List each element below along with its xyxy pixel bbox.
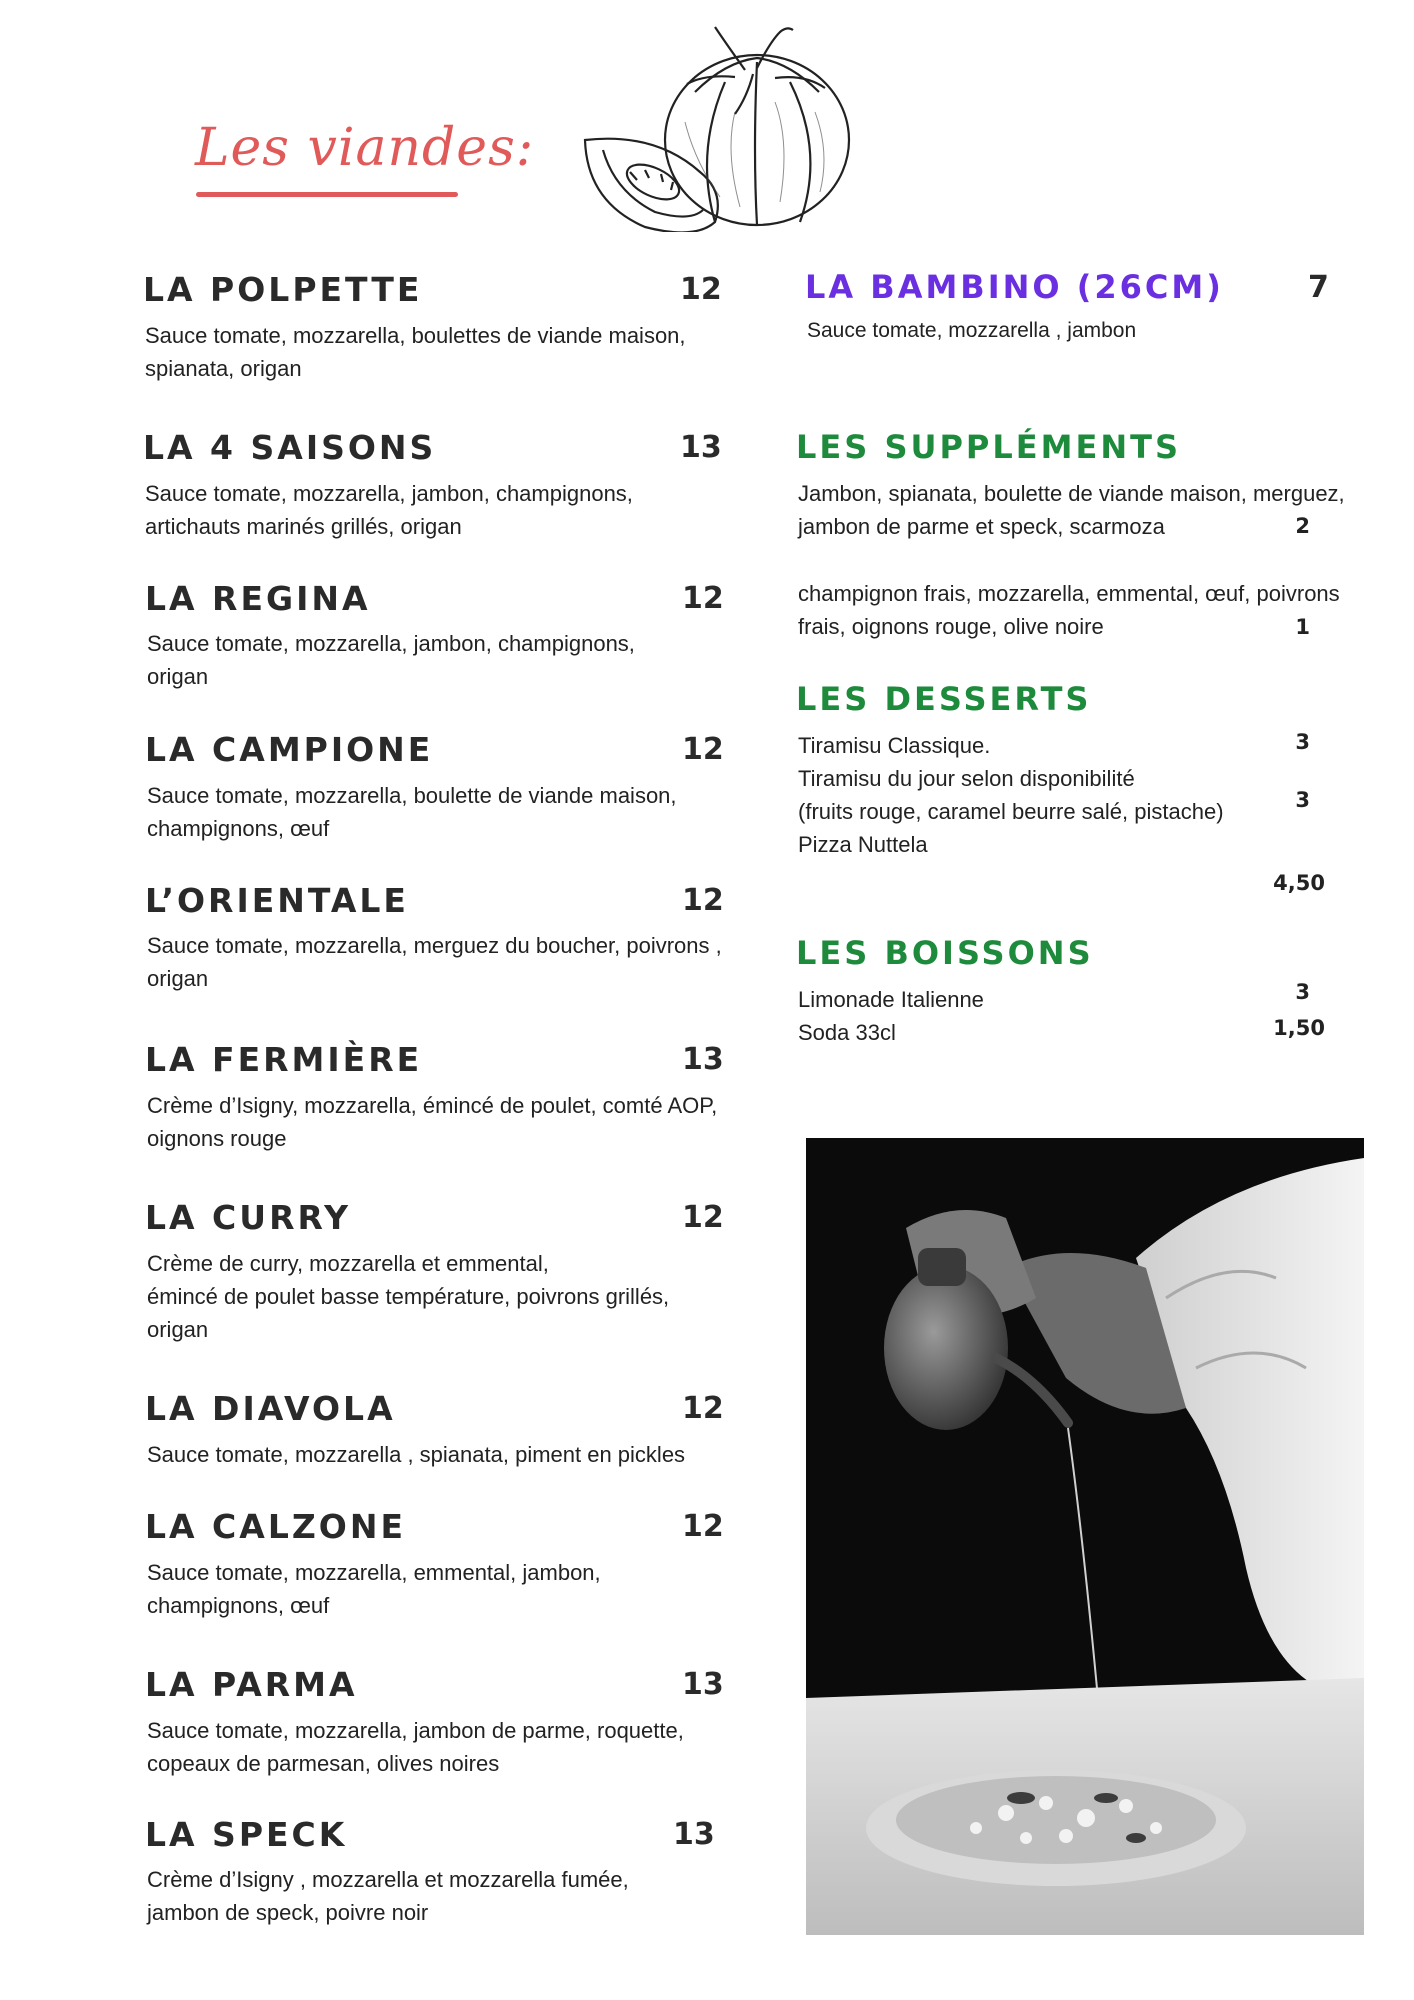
item-desc: Sauce tomate, mozzarella, jambon, champignons, artichauts marinés grillés, origan	[145, 481, 633, 539]
item-name: LA REGINA	[145, 579, 371, 618]
dessert-price: 3	[1295, 730, 1310, 754]
item-desc: Crème d’Isigny, mozzarella, émincé de poulet, comté AOP, oignons rouge	[147, 1093, 718, 1151]
item-desc: Crème d’Isigny , mozzarella et mozzarella fumée, jambon de speck, poivre noir	[147, 1867, 629, 1925]
item-desc: Sauce tomate, mozzarella, jambon de parme, roquette, copeaux de parmesan, olives noires	[147, 1718, 684, 1776]
item-price: 13	[682, 1667, 724, 1702]
item-name: L’ORIENTALE	[145, 881, 409, 920]
item-price: 12	[682, 732, 724, 767]
item-price: 12	[682, 1200, 724, 1235]
supplement-price: 1	[1295, 615, 1310, 639]
item-name: LA FERMIÈRE	[145, 1040, 423, 1079]
item-name: LA CAMPIONE	[145, 730, 434, 769]
item-desc: Sauce tomate, mozzarella, emmental, jambon, champignons, œuf	[147, 1560, 601, 1618]
tomato-illustration	[575, 22, 855, 232]
olive-oil-pizza-photo	[806, 1138, 1364, 1935]
item-desc: Sauce tomate, mozzarella, merguez du boucher, poivrons , origan	[147, 933, 722, 991]
section-title: Les viandes:	[195, 118, 535, 178]
desserts-text: Tiramisu Classique. Tiramisu du jour selon disponibilité (fruits rouge, caramel beurre salé, pistache) Pizza Nuttela	[798, 733, 1224, 857]
desserts-title: LES DESSERTS	[796, 680, 1092, 718]
supplement-price: 2	[1295, 514, 1310, 538]
item-name: LA DIAVOLA	[145, 1389, 396, 1428]
item-price: 13	[680, 430, 722, 465]
item-price: 12	[680, 272, 722, 307]
item-price: 13	[682, 1042, 724, 1077]
item-name: LA 4 SAISONS	[143, 428, 437, 467]
boissons-text: Limonade Italienne Soda 33cl	[798, 987, 984, 1045]
item-name: LA PARMA	[145, 1665, 358, 1704]
item-price: 12	[682, 1509, 724, 1544]
supplements-text: Jambon, spianata, boulette de viande maison, merguez, jambon de parme et speck, scarmoza	[798, 481, 1345, 539]
item-price: 12	[682, 883, 724, 918]
item-desc: Crème de curry, mozzarella et emmental, émincé de poulet basse température, poivrons grillés, origan	[147, 1251, 670, 1342]
bambino-price: 7	[1308, 270, 1329, 305]
drink-price: 1,50	[1273, 1016, 1325, 1040]
item-desc: Sauce tomate, mozzarella, jambon, champignons, origan	[147, 631, 635, 689]
item-desc: Sauce tomate, mozzarella, boulettes de viande maison, spianata, origan	[145, 323, 686, 381]
supplements-title: LES SUPPLÉMENTS	[796, 428, 1181, 466]
item-desc: Sauce tomate, mozzarella , spianata, piment en pickles	[147, 1442, 686, 1467]
item-price: 12	[682, 1391, 724, 1426]
item-name: LA SPECK	[145, 1815, 348, 1854]
item-name: LA CURRY	[145, 1198, 351, 1237]
item-name: LA POLPETTE	[143, 270, 423, 309]
supplements-text: champignon frais, mozzarella, emmental, œuf, poivrons frais, oignons rouge, olive noire	[798, 581, 1340, 639]
dessert-price: 3	[1295, 788, 1310, 812]
item-name: LA CALZONE	[145, 1507, 406, 1546]
item-price: 12	[682, 581, 724, 616]
drink-price: 3	[1295, 980, 1310, 1004]
bambino-desc: Sauce tomate, mozzarella , jambon	[807, 319, 1137, 342]
item-price: 13	[673, 1817, 715, 1852]
item-desc: Sauce tomate, mozzarella, boulette de viande maison, champignons, œuf	[147, 783, 677, 841]
boissons-title: LES BOISSONS	[796, 934, 1094, 972]
bambino-name: LA BAMBINO (26CM)	[805, 268, 1224, 306]
dessert-price: 4,50	[1273, 871, 1325, 895]
section-underline	[196, 192, 458, 197]
